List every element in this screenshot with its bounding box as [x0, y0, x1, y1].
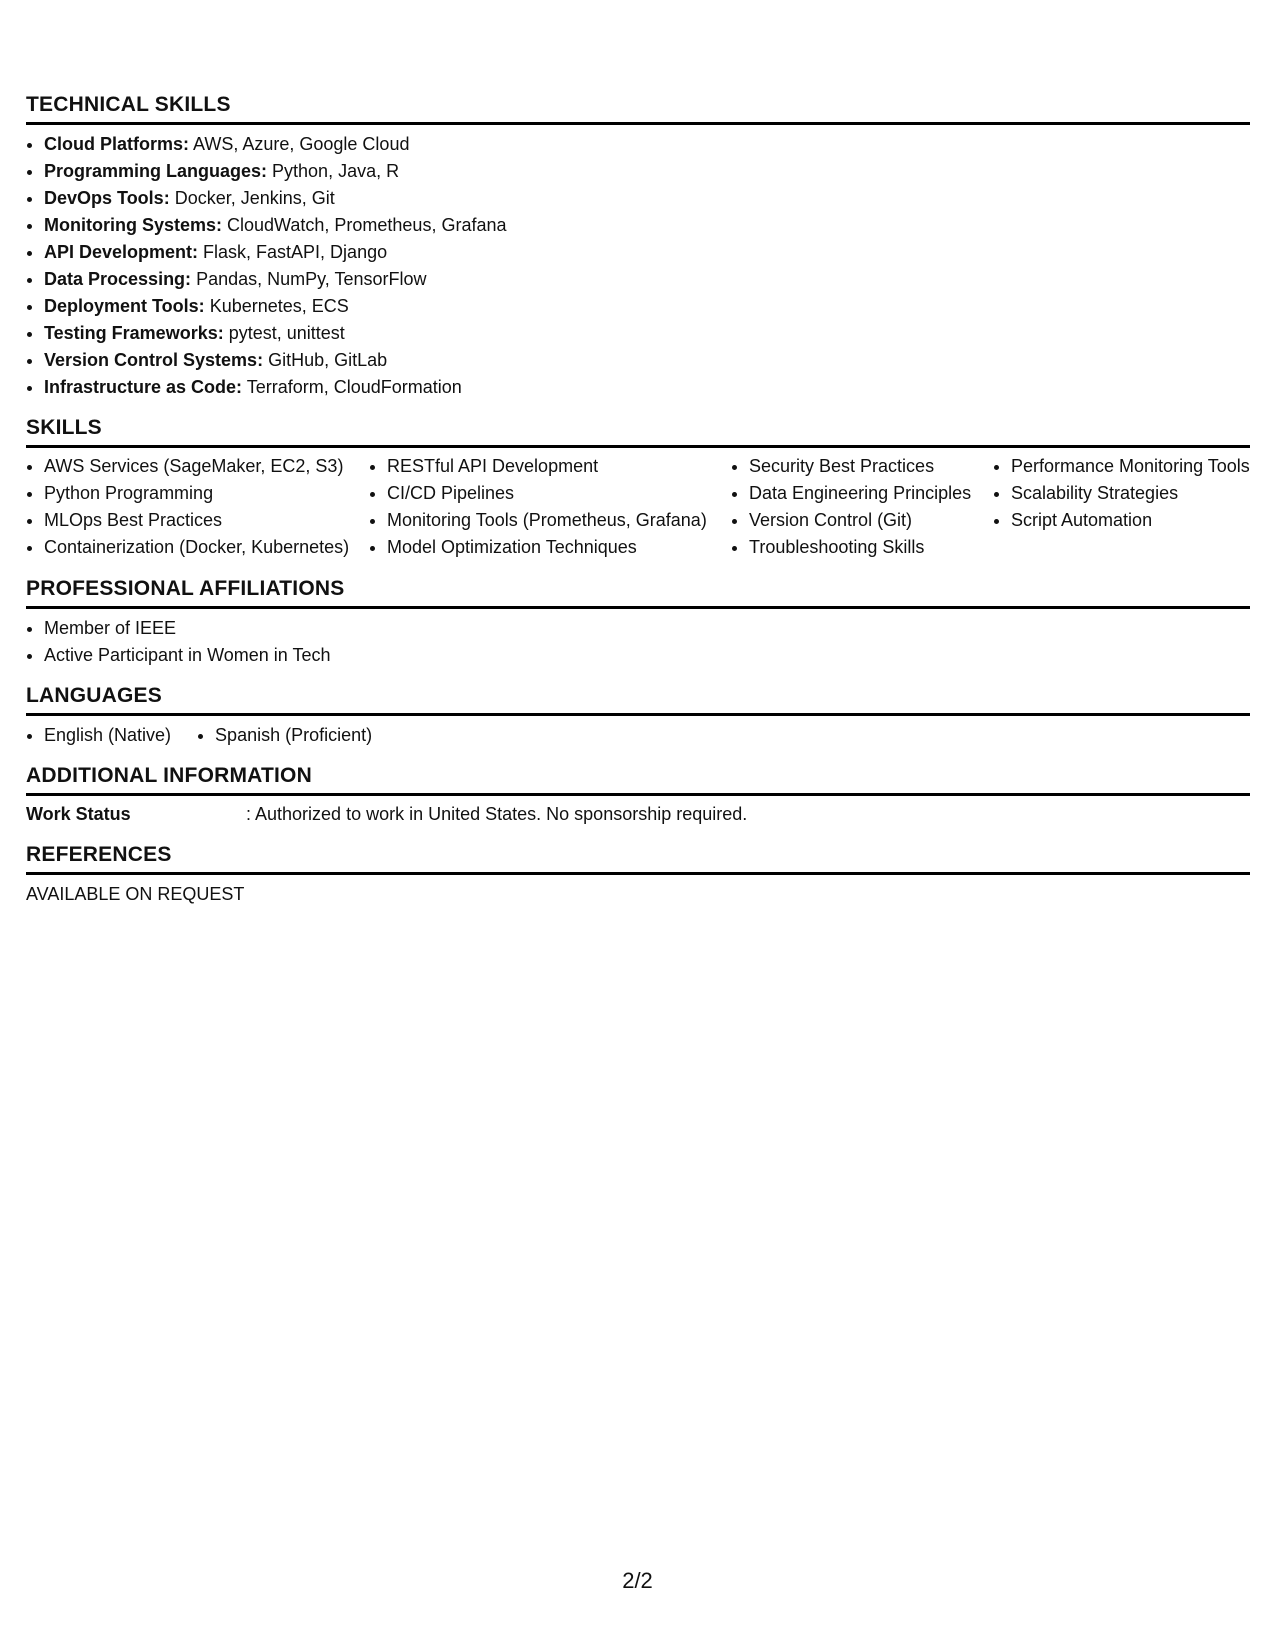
skill-item: • MLOps Best Practices	[44, 508, 369, 533]
language-item: • Spanish (Proficient)	[215, 722, 372, 749]
technical-skill-item	[44, 239, 1250, 266]
technical-skill-item	[44, 185, 1250, 212]
technical-skill-value: GitHub, GitLab	[263, 350, 388, 370]
technical-skill-item	[44, 320, 1250, 347]
technical-skill-value: AWS, Azure, Google Cloud	[189, 134, 410, 154]
work-status-value: : Authorized to work in United States. No sponsorship required.	[246, 804, 748, 824]
technical-skill-value: Pandas, NumPy, TensorFlow	[191, 269, 427, 289]
skills-column-2	[369, 454, 731, 562]
skills-column-1	[26, 454, 369, 562]
resume-page	[26, 92, 1250, 922]
technical-skill-label: DevOps Tools:	[44, 188, 170, 208]
technical-skill-label: Programming Languages:	[44, 161, 268, 181]
skill-item: • RESTful API Development	[387, 454, 731, 479]
language-item: • English (Native)	[44, 722, 171, 749]
technical-skills-list	[26, 131, 1250, 401]
references-section	[26, 842, 1250, 908]
technical-skill-label: Data Processing:	[44, 269, 192, 289]
skill-item: • Python Programming	[44, 481, 369, 506]
technical-skill-item	[44, 374, 1250, 401]
skills-column-4	[993, 454, 1250, 562]
languages-section	[26, 683, 1250, 749]
skills-heading: SKILLS	[26, 415, 1250, 448]
technical-skill-item	[44, 266, 1250, 293]
skill-item: • Data Engineering Principles	[749, 481, 993, 506]
technical-skill-value: CloudWatch, Prometheus, Grafana	[222, 215, 507, 235]
additional-info-heading: ADDITIONAL INFORMATION	[26, 763, 1250, 796]
skill-item: • Scalability Strategies	[1011, 481, 1250, 506]
technical-skill-item	[44, 293, 1250, 320]
languages-list	[26, 722, 1250, 749]
work-status-label: Work Status	[26, 804, 131, 824]
technical-skills-heading: TECHNICAL SKILLS	[26, 92, 1250, 125]
technical-skill-item	[44, 212, 1250, 239]
skills-grid	[26, 454, 1250, 562]
work-status-row	[26, 801, 1250, 828]
affiliations-section	[26, 576, 1250, 669]
page-number: 2/2	[622, 1568, 653, 1593]
skill-item: • Monitoring Tools (Prometheus, Grafana)	[387, 508, 731, 533]
affiliation-item: • Active Participant in Women in Tech	[44, 642, 1250, 669]
additional-info-section	[26, 763, 1250, 828]
affiliations-heading: PROFESSIONAL AFFILIATIONS	[26, 576, 1250, 609]
technical-skill-label: Deployment Tools:	[44, 296, 205, 316]
skill-item: • Containerization (Docker, Kubernetes)	[44, 535, 369, 560]
affiliation-item: • Member of IEEE	[44, 615, 1250, 642]
skills-section	[26, 415, 1250, 562]
skill-item: • Version Control (Git)	[749, 508, 993, 533]
technical-skill-item	[44, 131, 1250, 158]
technical-skill-value: Flask, FastAPI, Django	[198, 242, 388, 262]
skill-item: • CI/CD Pipelines	[387, 481, 731, 506]
technical-skill-label: Infrastructure as Code:	[44, 377, 243, 397]
skill-item: • AWS Services (SageMaker, EC2, S3)	[44, 454, 369, 479]
technical-skill-item	[44, 347, 1250, 374]
skill-item: • Model Optimization Techniques	[387, 535, 731, 560]
technical-skill-value: Terraform, CloudFormation	[242, 377, 462, 397]
technical-skill-label: Cloud Platforms:	[44, 134, 190, 154]
technical-skill-label: Monitoring Systems:	[44, 215, 223, 235]
technical-skill-value: Kubernetes, ECS	[204, 296, 349, 316]
technical-skill-item	[44, 158, 1250, 185]
technical-skill-value: Python, Java, R	[267, 161, 400, 181]
skill-item: • Security Best Practices	[749, 454, 993, 479]
technical-skill-label: Testing Frameworks:	[44, 323, 224, 343]
technical-skill-label: Version Control Systems:	[44, 350, 264, 370]
references-text: AVAILABLE ON REQUEST	[26, 884, 245, 904]
skills-column-3	[731, 454, 993, 562]
technical-skill-value: Docker, Jenkins, Git	[169, 188, 335, 208]
skill-item: • Performance Monitoring Tools	[1011, 454, 1250, 479]
references-heading: REFERENCES	[26, 842, 1250, 875]
affiliations-list	[26, 615, 1250, 669]
technical-skill-value: pytest, unittest	[223, 323, 345, 343]
technical-skill-label: API Development:	[44, 242, 199, 262]
skill-item: • Troubleshooting Skills	[749, 535, 993, 560]
technical-skills-section	[26, 92, 1250, 401]
languages-heading: LANGUAGES	[26, 683, 1250, 716]
skill-item: • Script Automation	[1011, 508, 1250, 533]
